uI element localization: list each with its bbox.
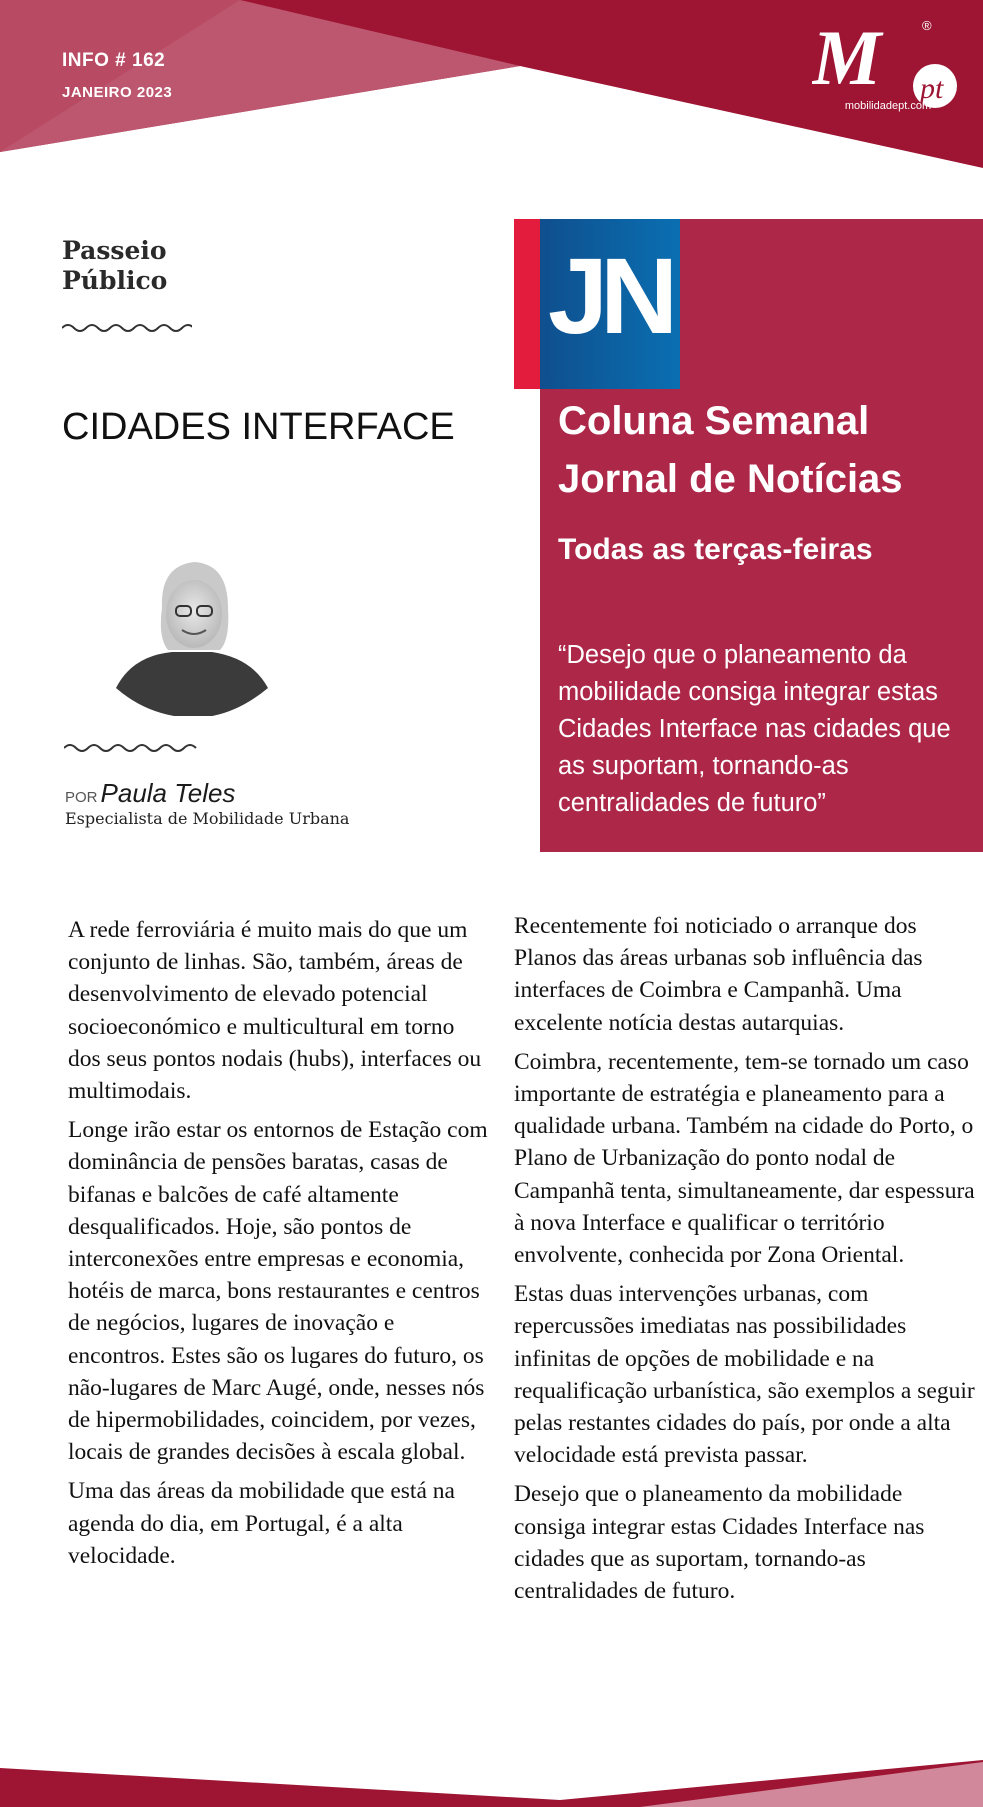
wave-divider: [62, 322, 192, 334]
panel-title: Coluna Semanal Jornal de Notícias: [558, 399, 903, 501]
author-byline: [65, 778, 235, 809]
logo-site: mobilidadept.com: [844, 100, 932, 112]
svg-text:®: ®: [922, 18, 932, 33]
jn-logo: JN: [548, 235, 671, 356]
paragraph: Estas duas intervenções urbanas, com repercussões imediatas nas possibilidades infinitas de opções de mobilidade e na requalificação urbanística, são exemplos a seguir pelas restantes cidades do país, por onde a alta velocidade está prevista passar.: [514, 1281, 975, 1469]
article-column-right: [514, 910, 976, 1614]
paragraph: Longe irão estar os entornos de Estação com dominância de pensões baratas, casas de bifanas e balcões de café altamente desqualificados. Hoje, são pontos de interconexões entre empresas e economia, hotéis de marca, bons restaurantes e centros de negócios, lugares de inovação e encontros. Estes são os lugares do futuro, os não-lugares de Marc Augé, onde, nesses nós de hipermobilidades, coincidem, por vezes, locais de grandes decisões à escala global.: [68, 1117, 488, 1466]
article-column-left: [68, 914, 488, 1579]
author-name: Paula Teles: [100, 778, 236, 808]
svg-text:M: M: [812, 18, 882, 101]
issue-date: JANEIRO 2023: [62, 84, 173, 101]
article-title: CIDADES INTERFACE: [62, 406, 455, 448]
author-role: Especialista de Mobilidade Urbana: [65, 809, 350, 828]
paragraph: Recentemente foi noticiado o arranque dos Planos das áreas urbanas sob influência das interfaces de Coimbra e Campanhã. Uma excelente notícia destas autarquias.: [514, 913, 923, 1036]
author-photo: [112, 548, 272, 716]
paragraph: Coimbra, recentemente, tem-se tornado um caso importante de estratégia e planeamento para a qualidade urbana. Também na cidade do Porto, o Plano de Urbanização do ponto nodal de Campanhã tenta, simultaneamente, dar espessura à nova Interface e qualificar o território envolvente, conhecida por Zona Oriental.: [514, 1048, 975, 1269]
panel-subtitle: Todas as terças-feiras: [558, 533, 873, 566]
paragraph: A rede ferroviária é muito mais do que um conjunto de linhas. São, também, áreas de desenvolvimento de elevado potencial socioeconómico e multicultural em torno dos seus pontos nodais (hubs), interfaces ou multimodais.: [68, 917, 482, 1105]
footer-banner: [0, 1760, 983, 1807]
author-prefix: POR: [65, 789, 98, 806]
column-name: Passeio Público: [62, 236, 168, 295]
svg-text:pt: pt: [920, 72, 944, 105]
wave-divider-2: [64, 742, 204, 754]
panel-quote: “Desejo que o planeamento da mobilidade consiga integrar estas Cidades Interface nas cidades que as suportam, tornando-as centralidades de futuro”: [558, 641, 951, 817]
paragraph: Uma das áreas da mobilidade que está na agenda do dia, em Portugal, é a alta velocidade.: [68, 1478, 455, 1569]
panel-top-fill: [680, 219, 983, 381]
issue-number: INFO # 162: [62, 50, 166, 71]
jn-logo-red-stripe: [514, 219, 542, 389]
paragraph: Desejo que o planeamento da mobilidade consiga integrar estas Cidades Interface nas cidades que as suportam, tornando-as centralidades de futuro.: [514, 1481, 925, 1605]
